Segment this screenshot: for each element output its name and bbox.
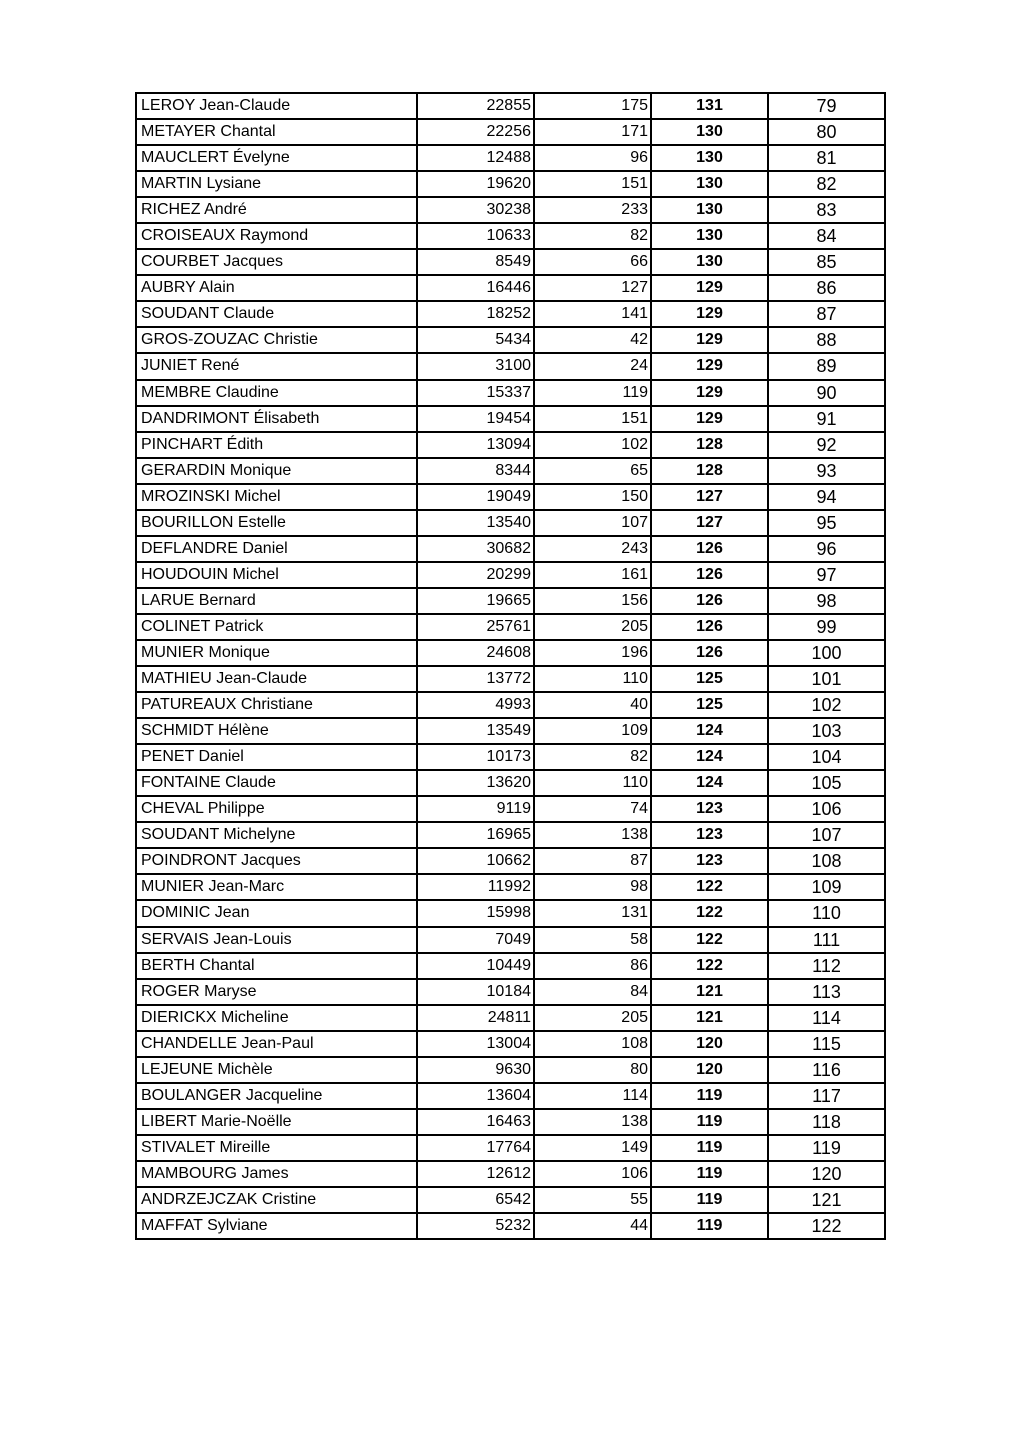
score-cell: 124 (651, 744, 768, 770)
name-cell: DIERICKX Micheline (136, 1005, 417, 1031)
votes-cell: 22256 (417, 119, 534, 145)
name-cell: SOUDANT Michelyne (136, 822, 417, 848)
table-row (136, 119, 885, 145)
votes-cell: 10173 (417, 744, 534, 770)
count-cell: 141 (534, 301, 651, 327)
table-row (136, 1187, 885, 1213)
rank-cell: 102 (768, 692, 885, 718)
table-row (136, 718, 885, 744)
table-row (136, 666, 885, 692)
votes-cell: 13094 (417, 432, 534, 458)
votes-cell: 17764 (417, 1135, 534, 1161)
name-cell: LIBERT Marie-Noëlle (136, 1109, 417, 1135)
score-cell: 131 (651, 93, 768, 119)
rank-cell: 88 (768, 327, 885, 353)
count-cell: 150 (534, 484, 651, 510)
name-cell: MAMBOURG James (136, 1161, 417, 1187)
votes-cell: 12612 (417, 1161, 534, 1187)
table-row (136, 874, 885, 900)
score-cell: 129 (651, 353, 768, 379)
score-cell: 129 (651, 327, 768, 353)
rank-cell: 93 (768, 458, 885, 484)
table-row (136, 1005, 885, 1031)
table-row (136, 562, 885, 588)
score-cell: 130 (651, 223, 768, 249)
votes-cell: 10633 (417, 223, 534, 249)
table-row (136, 770, 885, 796)
score-cell: 123 (651, 822, 768, 848)
votes-cell: 13004 (417, 1031, 534, 1057)
score-cell: 125 (651, 692, 768, 718)
table-row (136, 223, 885, 249)
rank-cell: 89 (768, 353, 885, 379)
score-cell: 123 (651, 848, 768, 874)
count-cell: 102 (534, 432, 651, 458)
votes-cell: 8344 (417, 458, 534, 484)
votes-cell: 13540 (417, 510, 534, 536)
name-cell: BERTH Chantal (136, 953, 417, 979)
name-cell: MUNIER Jean-Marc (136, 874, 417, 900)
count-cell: 161 (534, 562, 651, 588)
score-cell: 119 (651, 1213, 768, 1239)
name-cell: COURBET Jacques (136, 249, 417, 275)
count-cell: 74 (534, 796, 651, 822)
count-cell: 205 (534, 614, 651, 640)
name-cell: STIVALET Mireille (136, 1135, 417, 1161)
rank-cell: 96 (768, 536, 885, 562)
score-cell: 129 (651, 301, 768, 327)
table-row (136, 979, 885, 1005)
votes-cell: 24811 (417, 1005, 534, 1031)
rank-cell: 83 (768, 197, 885, 223)
rank-cell: 85 (768, 249, 885, 275)
rank-cell: 97 (768, 562, 885, 588)
ranking-table (135, 92, 886, 1240)
rank-cell: 104 (768, 744, 885, 770)
score-cell: 119 (651, 1135, 768, 1161)
count-cell: 87 (534, 848, 651, 874)
name-cell: SCHMIDT Hélène (136, 718, 417, 744)
rank-cell: 95 (768, 510, 885, 536)
table-row (136, 536, 885, 562)
table-row (136, 406, 885, 432)
count-cell: 196 (534, 640, 651, 666)
rank-cell: 94 (768, 484, 885, 510)
table-row (136, 171, 885, 197)
count-cell: 84 (534, 979, 651, 1005)
rank-cell: 81 (768, 145, 885, 171)
votes-cell: 7049 (417, 927, 534, 953)
name-cell: MEMBRE Claudine (136, 380, 417, 406)
name-cell: GROS-ZOUZAC Christie (136, 327, 417, 353)
table-body (136, 93, 885, 1239)
score-cell: 120 (651, 1031, 768, 1057)
rank-cell: 113 (768, 979, 885, 1005)
name-cell: PENET Daniel (136, 744, 417, 770)
count-cell: 151 (534, 171, 651, 197)
votes-cell: 9119 (417, 796, 534, 822)
table-row (136, 614, 885, 640)
votes-cell: 13620 (417, 770, 534, 796)
votes-cell: 8549 (417, 249, 534, 275)
name-cell: MROZINSKI Michel (136, 484, 417, 510)
score-cell: 129 (651, 380, 768, 406)
name-cell: GERARDIN Monique (136, 458, 417, 484)
votes-cell: 30682 (417, 536, 534, 562)
score-cell: 121 (651, 979, 768, 1005)
table-row (136, 1083, 885, 1109)
table-row (136, 145, 885, 171)
score-cell: 121 (651, 1005, 768, 1031)
votes-cell: 24608 (417, 640, 534, 666)
score-cell: 120 (651, 1057, 768, 1083)
count-cell: 107 (534, 510, 651, 536)
table-row (136, 588, 885, 614)
score-cell: 124 (651, 770, 768, 796)
votes-cell: 3100 (417, 353, 534, 379)
rank-cell: 82 (768, 171, 885, 197)
count-cell: 24 (534, 353, 651, 379)
rank-cell: 98 (768, 588, 885, 614)
score-cell: 126 (651, 562, 768, 588)
name-cell: MATHIEU Jean-Claude (136, 666, 417, 692)
rank-cell: 100 (768, 640, 885, 666)
votes-cell: 15337 (417, 380, 534, 406)
count-cell: 44 (534, 1213, 651, 1239)
table-row (136, 744, 885, 770)
score-cell: 126 (651, 588, 768, 614)
rank-cell: 101 (768, 666, 885, 692)
score-cell: 119 (651, 1083, 768, 1109)
rank-cell: 109 (768, 874, 885, 900)
name-cell: PATUREAUX Christiane (136, 692, 417, 718)
votes-cell: 12488 (417, 145, 534, 171)
count-cell: 55 (534, 1187, 651, 1213)
table-row (136, 432, 885, 458)
name-cell: POINDRONT Jacques (136, 848, 417, 874)
count-cell: 42 (534, 327, 651, 353)
votes-cell: 11992 (417, 874, 534, 900)
table-row (136, 1057, 885, 1083)
rank-cell: 117 (768, 1083, 885, 1109)
table-row (136, 275, 885, 301)
name-cell: LEROY Jean-Claude (136, 93, 417, 119)
rank-cell: 92 (768, 432, 885, 458)
name-cell: CHEVAL Philippe (136, 796, 417, 822)
rank-cell: 118 (768, 1109, 885, 1135)
score-cell: 130 (651, 145, 768, 171)
rank-cell: 90 (768, 380, 885, 406)
count-cell: 82 (534, 223, 651, 249)
table-row (136, 93, 885, 119)
table-row (136, 796, 885, 822)
table-row (136, 900, 885, 926)
score-cell: 122 (651, 874, 768, 900)
table-row (136, 249, 885, 275)
votes-cell: 16446 (417, 275, 534, 301)
count-cell: 127 (534, 275, 651, 301)
name-cell: MAUCLERT Évelyne (136, 145, 417, 171)
name-cell: RICHEZ André (136, 197, 417, 223)
count-cell: 149 (534, 1135, 651, 1161)
count-cell: 80 (534, 1057, 651, 1083)
score-cell: 128 (651, 432, 768, 458)
table-row (136, 510, 885, 536)
score-cell: 119 (651, 1187, 768, 1213)
rank-cell: 115 (768, 1031, 885, 1057)
score-cell: 130 (651, 171, 768, 197)
name-cell: LEJEUNE Michèle (136, 1057, 417, 1083)
score-cell: 126 (651, 536, 768, 562)
table-row (136, 848, 885, 874)
rank-cell: 106 (768, 796, 885, 822)
name-cell: LARUE Bernard (136, 588, 417, 614)
votes-cell: 10662 (417, 848, 534, 874)
votes-cell: 16965 (417, 822, 534, 848)
rank-cell: 99 (768, 614, 885, 640)
count-cell: 151 (534, 406, 651, 432)
votes-cell: 25761 (417, 614, 534, 640)
votes-cell: 10184 (417, 979, 534, 1005)
votes-cell: 19620 (417, 171, 534, 197)
name-cell: MARTIN Lysiane (136, 171, 417, 197)
name-cell: PINCHART Édith (136, 432, 417, 458)
count-cell: 175 (534, 93, 651, 119)
name-cell: HOUDOUIN Michel (136, 562, 417, 588)
table-row (136, 1213, 885, 1239)
count-cell: 86 (534, 953, 651, 979)
rank-cell: 80 (768, 119, 885, 145)
name-cell: FONTAINE Claude (136, 770, 417, 796)
name-cell: ROGER Maryse (136, 979, 417, 1005)
score-cell: 123 (651, 796, 768, 822)
rank-cell: 122 (768, 1213, 885, 1239)
score-cell: 129 (651, 275, 768, 301)
table-row (136, 822, 885, 848)
score-cell: 130 (651, 249, 768, 275)
name-cell: METAYER Chantal (136, 119, 417, 145)
votes-cell: 19454 (417, 406, 534, 432)
count-cell: 65 (534, 458, 651, 484)
table-row (136, 1135, 885, 1161)
table-row (136, 353, 885, 379)
rank-cell: 111 (768, 927, 885, 953)
rank-cell: 79 (768, 93, 885, 119)
rank-cell: 116 (768, 1057, 885, 1083)
votes-cell: 19049 (417, 484, 534, 510)
count-cell: 114 (534, 1083, 651, 1109)
score-cell: 127 (651, 510, 768, 536)
rank-cell: 112 (768, 953, 885, 979)
count-cell: 138 (534, 822, 651, 848)
score-cell: 130 (651, 119, 768, 145)
votes-cell: 15998 (417, 900, 534, 926)
name-cell: ANDRZEJCZAK Cristine (136, 1187, 417, 1213)
count-cell: 109 (534, 718, 651, 744)
count-cell: 82 (534, 744, 651, 770)
name-cell: CROISEAUX Raymond (136, 223, 417, 249)
count-cell: 119 (534, 380, 651, 406)
count-cell: 108 (534, 1031, 651, 1057)
count-cell: 66 (534, 249, 651, 275)
score-cell: 119 (651, 1109, 768, 1135)
votes-cell: 13772 (417, 666, 534, 692)
name-cell: CHANDELLE Jean-Paul (136, 1031, 417, 1057)
score-cell: 126 (651, 614, 768, 640)
count-cell: 96 (534, 145, 651, 171)
score-cell: 122 (651, 900, 768, 926)
rank-cell: 84 (768, 223, 885, 249)
name-cell: COLINET Patrick (136, 614, 417, 640)
name-cell: DANDRIMONT Élisabeth (136, 406, 417, 432)
score-cell: 129 (651, 406, 768, 432)
table-row (136, 380, 885, 406)
count-cell: 156 (534, 588, 651, 614)
table-row (136, 1031, 885, 1057)
votes-cell: 13604 (417, 1083, 534, 1109)
votes-cell: 10449 (417, 953, 534, 979)
table-row (136, 953, 885, 979)
rank-cell: 103 (768, 718, 885, 744)
rank-cell: 108 (768, 848, 885, 874)
score-cell: 125 (651, 666, 768, 692)
count-cell: 98 (534, 874, 651, 900)
count-cell: 40 (534, 692, 651, 718)
table-row (136, 1161, 885, 1187)
name-cell: BOULANGER Jacqueline (136, 1083, 417, 1109)
score-cell: 122 (651, 953, 768, 979)
table-row (136, 1109, 885, 1135)
votes-cell: 13549 (417, 718, 534, 744)
score-cell: 126 (651, 640, 768, 666)
count-cell: 205 (534, 1005, 651, 1031)
table-row (136, 484, 885, 510)
votes-cell: 30238 (417, 197, 534, 223)
table-row (136, 458, 885, 484)
table-row (136, 640, 885, 666)
name-cell: AUBRY Alain (136, 275, 417, 301)
rank-cell: 107 (768, 822, 885, 848)
rank-cell: 120 (768, 1161, 885, 1187)
score-cell: 122 (651, 927, 768, 953)
table-row (136, 327, 885, 353)
rank-cell: 121 (768, 1187, 885, 1213)
table-row (136, 927, 885, 953)
name-cell: JUNIET René (136, 353, 417, 379)
rank-cell: 114 (768, 1005, 885, 1031)
rank-cell: 110 (768, 900, 885, 926)
table-row (136, 692, 885, 718)
count-cell: 138 (534, 1109, 651, 1135)
name-cell: BOURILLON Estelle (136, 510, 417, 536)
votes-cell: 20299 (417, 562, 534, 588)
table-row (136, 197, 885, 223)
count-cell: 233 (534, 197, 651, 223)
count-cell: 106 (534, 1161, 651, 1187)
count-cell: 58 (534, 927, 651, 953)
rank-cell: 105 (768, 770, 885, 796)
count-cell: 110 (534, 770, 651, 796)
votes-cell: 6542 (417, 1187, 534, 1213)
score-cell: 130 (651, 197, 768, 223)
table-row (136, 301, 885, 327)
name-cell: MUNIER Monique (136, 640, 417, 666)
votes-cell: 5434 (417, 327, 534, 353)
score-cell: 127 (651, 484, 768, 510)
name-cell: DEFLANDRE Daniel (136, 536, 417, 562)
count-cell: 171 (534, 119, 651, 145)
rank-cell: 91 (768, 406, 885, 432)
rank-cell: 119 (768, 1135, 885, 1161)
name-cell: DOMINIC Jean (136, 900, 417, 926)
score-cell: 124 (651, 718, 768, 744)
votes-cell: 22855 (417, 93, 534, 119)
name-cell: SERVAIS Jean-Louis (136, 927, 417, 953)
count-cell: 243 (534, 536, 651, 562)
count-cell: 110 (534, 666, 651, 692)
score-cell: 128 (651, 458, 768, 484)
rank-cell: 87 (768, 301, 885, 327)
votes-cell: 18252 (417, 301, 534, 327)
votes-cell: 5232 (417, 1213, 534, 1239)
votes-cell: 9630 (417, 1057, 534, 1083)
name-cell: SOUDANT Claude (136, 301, 417, 327)
count-cell: 131 (534, 900, 651, 926)
votes-cell: 16463 (417, 1109, 534, 1135)
votes-cell: 19665 (417, 588, 534, 614)
name-cell: MAFFAT Sylviane (136, 1213, 417, 1239)
rank-cell: 86 (768, 275, 885, 301)
score-cell: 119 (651, 1161, 768, 1187)
votes-cell: 4993 (417, 692, 534, 718)
